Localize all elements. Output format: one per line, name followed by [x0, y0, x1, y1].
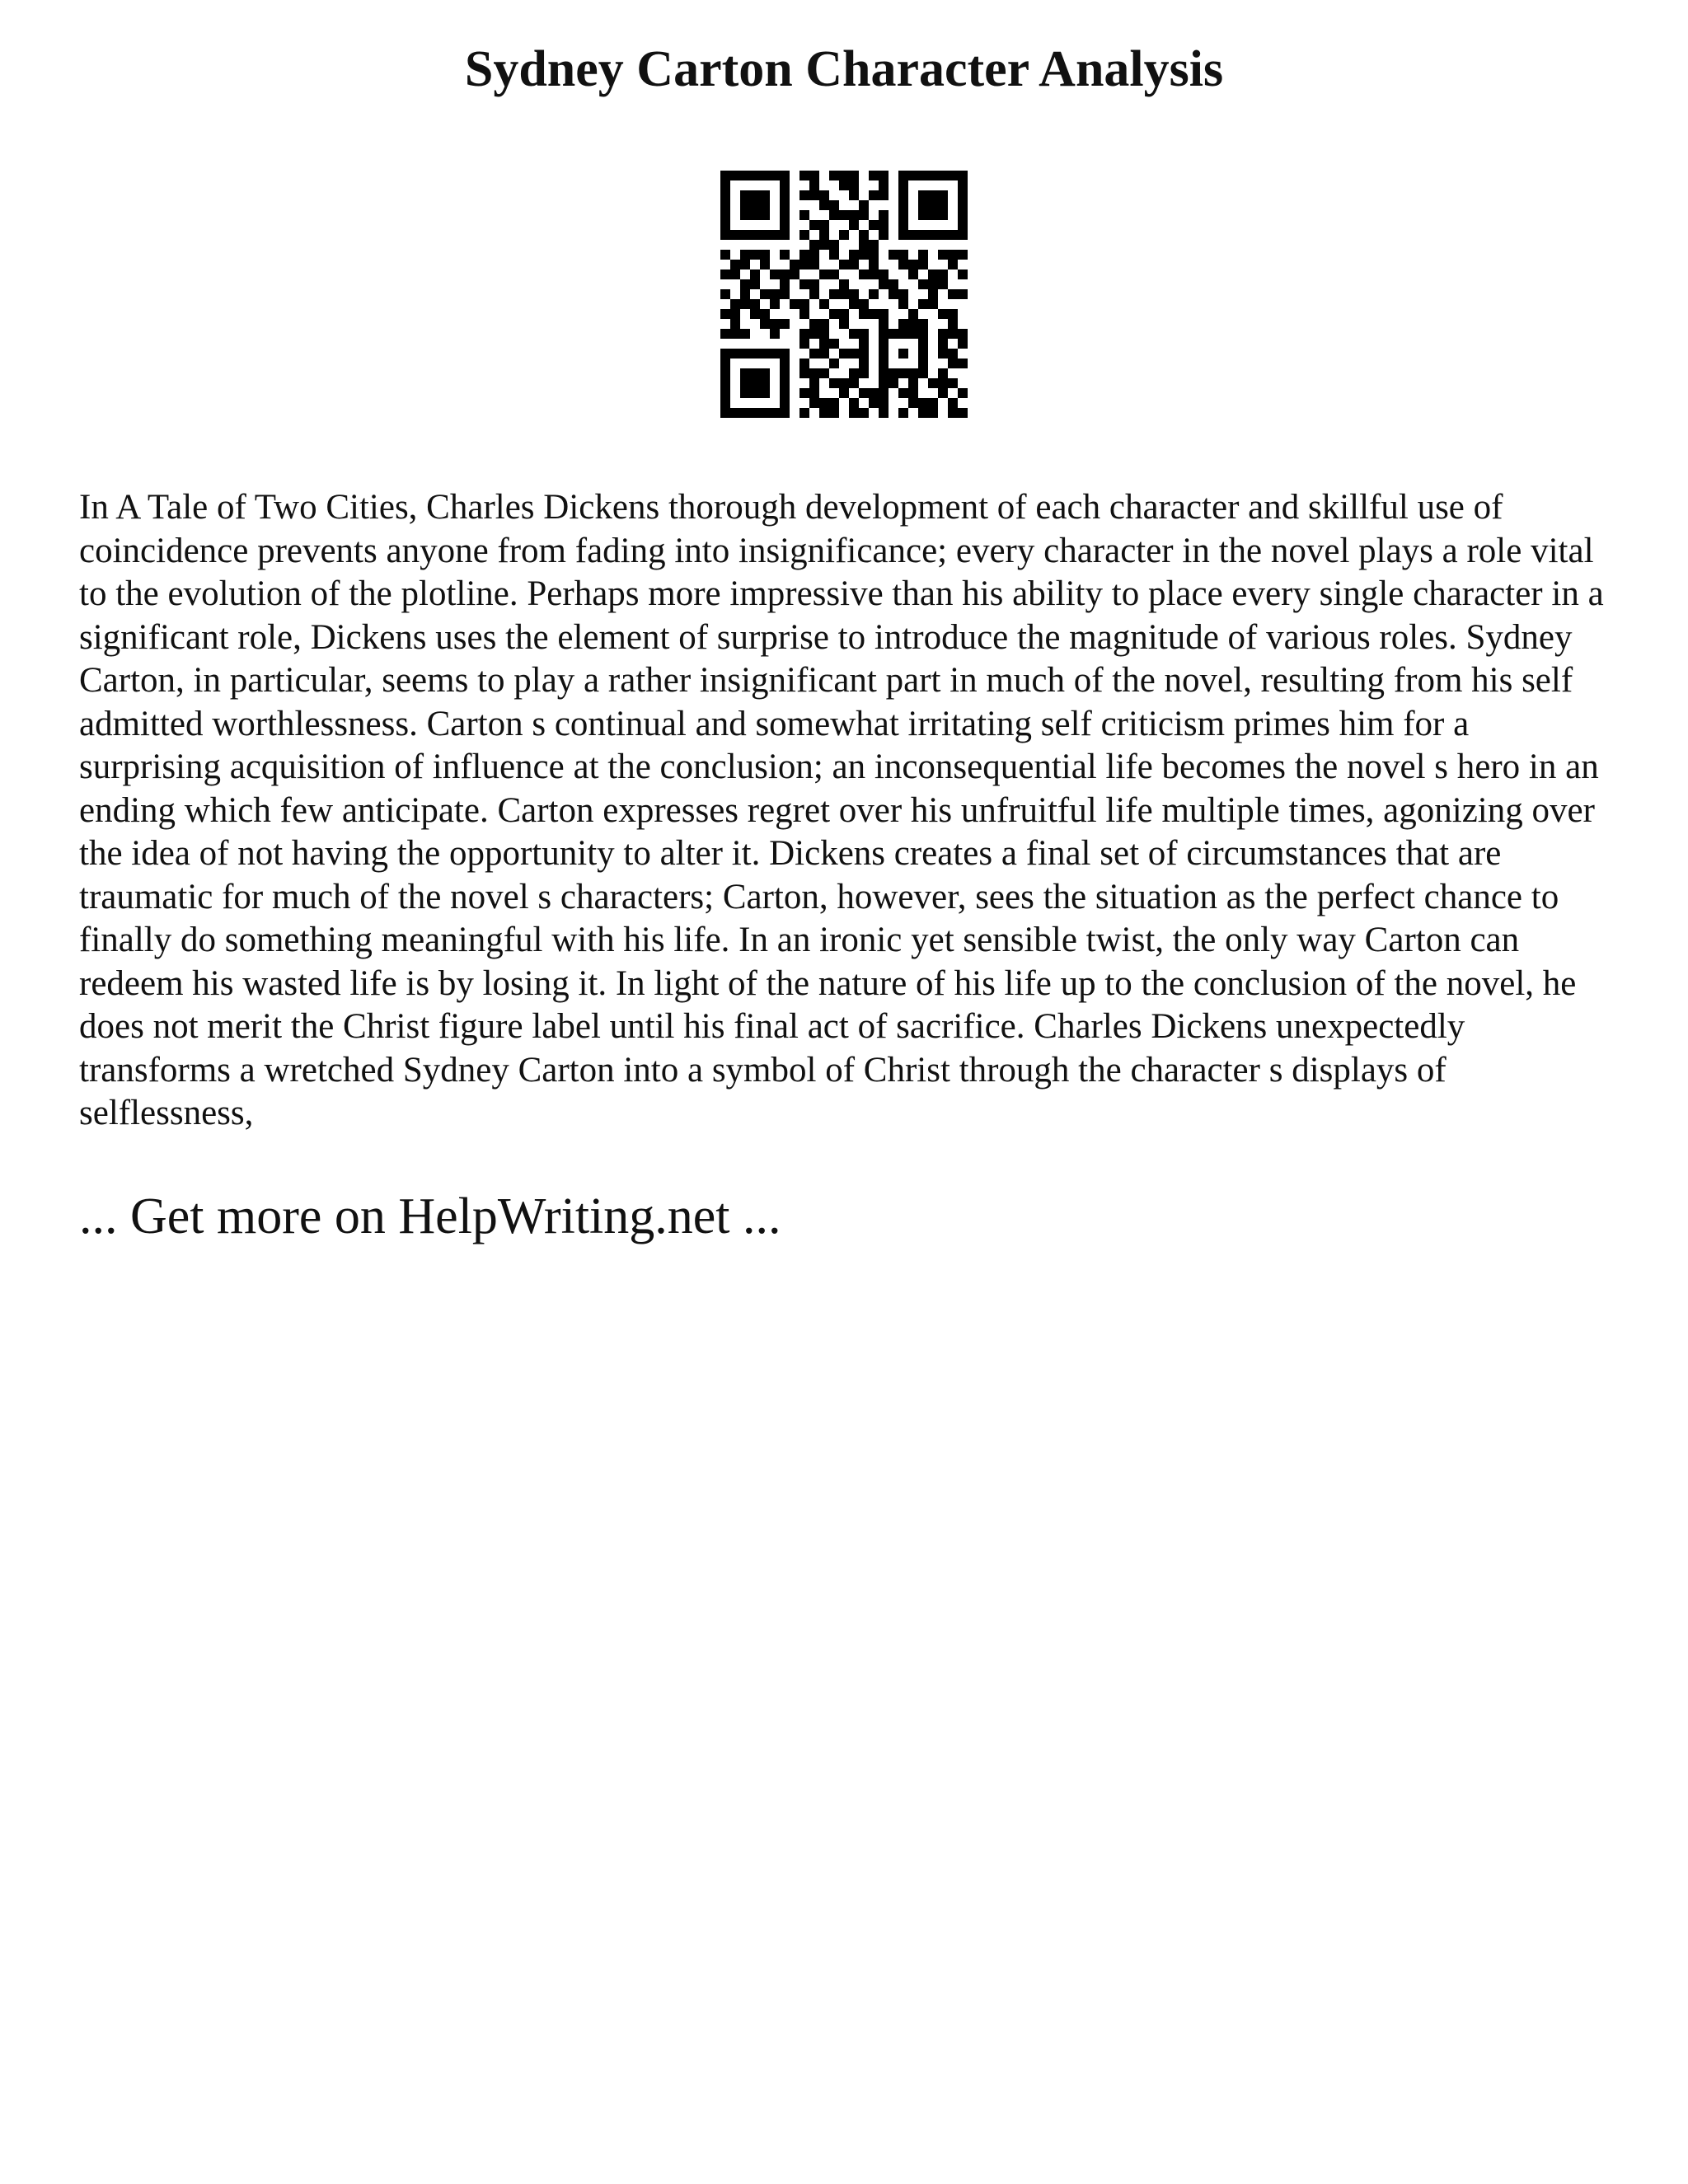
document-title: Sydney Carton Character Analysis	[464, 41, 1224, 97]
get-more-link[interactable]: ... Get more on HelpWriting.net ...	[79, 1188, 781, 1244]
body-paragraph: In A Tale of Two Cities, Charles Dickens thorough development of each character and skillful use of coincidence prevents anyone from fading into insignificance; every character in the novel plays a role vital to the evolution of the plotline. Perhaps more impressive than his ability to place every single character in a significant role, Dickens uses the element of surprise to introduce the magnitude of various roles. Sydney Carton, in particular, seems to play a rather insignificant part in much of the novel, resulting from his self admitted worthlessness. Carton s continual and somewhat irritating self criticism primes him for a surprising acquisition of influence at the conclusion; an inconsequential life becomes the novel s hero in an ending which few anticipate. Carton expresses regret over his unfruitful life multiple times, agonizing over the idea of not having the opportunity to alter it. Dickens creates a final set of circumstances that are traumatic for much of the novel s characters; Carton, however, sees the situation as the perfect chance to finally do something meaningful with his life. In an ironic yet sensible twist, the only way Carton can redeem his wasted life is by losing it. In light of the nature of his life up to the conclusion of the novel, he does not merit the Christ figure label until his final act of sacrifice. Charles Dickens unexpectedly transforms a wretched Sydney Carton into a symbol of Christ through the character s displays of selflessness,	[79, 488, 1604, 1132]
qr-code-icon	[720, 171, 968, 418]
